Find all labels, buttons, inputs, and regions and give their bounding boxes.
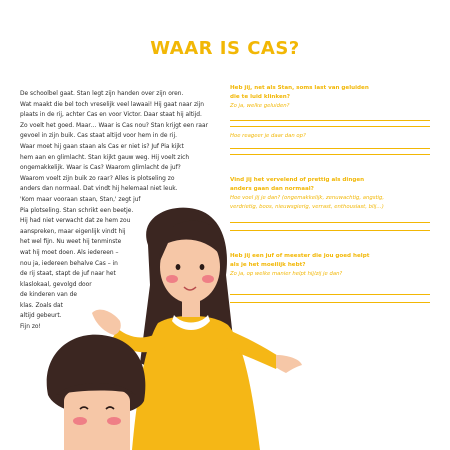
story-line: Waar moet hij gaan staan als Cas er niet is? Juf Pia kijkt	[20, 143, 184, 150]
question-hint: Hoe voel jij je dan? (ongemakkelijk, zenuwachtig, angstig,	[230, 195, 385, 201]
story-line: ongemakkelijk. Waar is Cas? Waarom glimlacht de juf?	[20, 165, 181, 172]
page-title: WAAR IS CAS?	[150, 38, 300, 59]
story-line: nou ja, iedereen behalve Cas – in	[20, 260, 118, 267]
story-line: plaats in de rij, achter Cas en voor Victor. Daar staat hij altijd.	[20, 112, 202, 119]
child-blush-right	[107, 417, 121, 425]
story-line: Zo voelt het goed. Maar… Waar is Cas nou? Stan krijgt een raar	[20, 122, 209, 129]
answer-line[interactable]	[230, 148, 430, 149]
teacher-eye-left	[176, 264, 181, 270]
teacher-eye-right	[200, 264, 205, 270]
story-line: Hij had niet verwacht dat ze hem zou	[20, 218, 131, 225]
story-line: altijd gebeurt.	[20, 313, 62, 320]
question-block	[230, 84, 430, 111]
story-line: klas. Zoals dat	[20, 302, 63, 309]
question-text: als je het moeilijk hebt?	[230, 262, 306, 268]
answer-line[interactable]	[230, 154, 430, 155]
story-line: het wel fijn. Nu weet hij tenminste	[20, 239, 122, 246]
child-face	[64, 386, 130, 450]
story-line: Fijn zo!	[20, 324, 41, 331]
story-line: hem aan en glimlacht. Stan kijkt gauw weg. Hij voelt zich	[20, 154, 190, 161]
story-line: Wat maakt die bel toch vreselijk veel lawaai! Hij gaat naar zijn	[20, 101, 205, 108]
question-text: Heb jij een juf of meester die jou goed helpt	[230, 253, 370, 259]
question-hint: Zo ja, op welke manier helpt hij/zij je dan?	[230, 271, 343, 277]
question-text: Heb jij, net als Stan, soms last van geluiden	[230, 85, 369, 91]
answer-line[interactable]	[230, 126, 430, 127]
story-line: Pia plotseling. Stan schrikt een beetje.	[20, 207, 134, 214]
question-text: anders gaan dan normaal?	[230, 186, 314, 192]
question-block	[230, 132, 430, 141]
question-text: die te luid klinken?	[230, 94, 290, 100]
teacher-blush-left	[166, 275, 178, 283]
story-line: 'Kom maar vooraan staan, Stan,' zegt juf	[20, 196, 141, 203]
question-hint: Hoe reageer je daar dan op?	[230, 133, 306, 139]
teacher-hand-right	[276, 355, 302, 373]
story-line: anders dan normaal. Dat vindt hij helemaal niet leuk.	[20, 186, 178, 193]
answer-line[interactable]	[230, 120, 430, 121]
question-text: Vind jij het vervelend of prettig als dingen	[230, 177, 365, 183]
story-line: aanspreken, maar eigenlijk vindt hij	[20, 228, 126, 235]
question-hint: Zo ja, welke geluiden?	[230, 103, 290, 109]
question-hint: verdrietig, boos, nieuwsgierig, verrast, enthousiast, blij…)	[230, 204, 384, 210]
story-line: de kinderen van de	[20, 292, 77, 299]
teacher-hand-left	[92, 310, 121, 335]
story-line: De schoolbel gaat. Stan legt zijn handen over zijn oren.	[20, 91, 184, 97]
story-line: Waarom voelt zijn buik zo raar? Alles is plotseling zo	[20, 175, 175, 182]
story-line: klaslokaal, gevolgd door	[20, 281, 92, 288]
teacher-blush-right	[202, 275, 214, 283]
child-blush-left	[73, 417, 87, 425]
story-line: wat hij moet doen. Als iedereen –	[20, 249, 119, 256]
story-line: de rij staat, stapt de juf naar het	[20, 271, 116, 278]
story-line: gevoel in zijn buik. Cas staat altijd voor hem in de rij.	[20, 133, 177, 140]
teacher-and-child-illustration	[40, 205, 320, 450]
